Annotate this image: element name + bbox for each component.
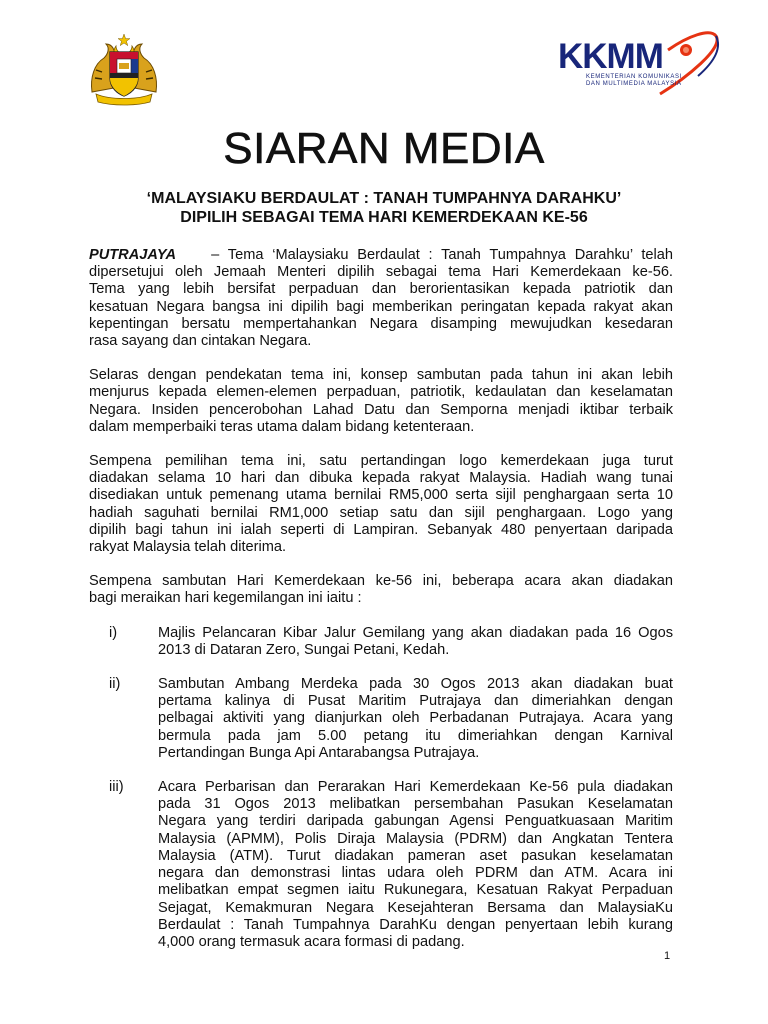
paragraph-intro — [89, 247, 673, 350]
paragraph-line: Berdaulat : Tanah Tumpahnya DarahKu dengan penyertaan lebih kurang — [158, 916, 673, 933]
paragraph-concept — [89, 367, 673, 436]
paragraph-logo-contest — [89, 453, 673, 556]
paragraph-line: hadiah saguhati bernilai RM1,000 setiap satu dan sijil penghargaan. Logo yang — [89, 504, 673, 521]
paragraph-line: melibatkan empat segmen iaitu Rukunegara, Kesatuan Rakyat Perpaduan — [158, 882, 673, 899]
paragraph-line: bermula pada jam 5.00 petang itu dimeriahkan dengan Karnival — [158, 727, 673, 744]
kkmm-logo — [548, 28, 728, 104]
dateline-place: PUTRAJAYA — [89, 247, 177, 263]
list-item-number: i) — [109, 624, 118, 641]
paragraph-events-intro — [89, 573, 673, 607]
paragraph-line: kesatuan Negara bangsa ini dipilih bagi memberikan peringatan kepada rakyat akan — [89, 298, 673, 315]
paragraph-line: Malaysia (APMM), Polis Diraja Malaysia (PDRM) dan Angkatan Tentera — [158, 830, 673, 847]
paragraph-line: kepentingan bersatu mempertahankan Negara disamping mewujudkan kesedaran — [89, 315, 673, 332]
paragraph-line: dalam memperbaiki teras utama dalam bidang ketenteraan. — [89, 418, 475, 435]
paragraph-line: pertama kalinya di Pusat Maritim Putrajaya dan dimeriahkan dengan — [158, 693, 673, 710]
list-item-number: ii) — [109, 676, 121, 693]
paragraph-line — [89, 247, 673, 264]
paragraph-line: Sambutan Ambang Merdeka pada 30 Ogos 2013 akan diadakan buat — [158, 676, 673, 693]
page-number: 1 — [664, 950, 671, 962]
kkmm-subtitle-line1: KEMENTERIAN KOMUNIKASI — [586, 74, 682, 80]
kkmm-wordmark: KKMM — [558, 37, 663, 76]
list-item — [89, 779, 673, 951]
body-text — [89, 247, 673, 968]
list-item — [89, 676, 673, 762]
paragraph-line: Pertandingan Bunga Api Antarabangsa Putrajaya. — [158, 744, 480, 761]
paragraph-line: Tema yang lebih bersifat perpaduan dan berorientasikan kepada patriotik dan — [89, 281, 673, 298]
paragraph-line: negara dan demonstrasi lintas udara oleh PDRM dan ATM. Acara ini — [158, 865, 673, 882]
paragraph-line: Sempena sambutan Hari Kemerdekaan ke-56 ini, beberapa acara akan diadakan — [89, 573, 673, 590]
events-list — [89, 625, 673, 951]
paragraph-line: Sempena pemilihan tema ini, satu pertandingan logo kemerdekaan juga turut — [89, 453, 673, 470]
paragraph-line: pelbagai aktiviti yang dianjurkan oleh Perbadanan Putrajaya. Acara yang — [158, 710, 673, 727]
paragraph-line: Negara. Insiden pencerobohan Lahad Datu dan Semporna menjadi iktibar terbaik — [89, 401, 673, 418]
paragraph-line: Acara Perbarisan dan Perarakan Hari Kemerdekaan Ke-56 pula diadakan — [158, 779, 673, 796]
page-title: SIARAN MEDIA — [223, 124, 545, 173]
paragraph-line: Negara yang terdiri daripada gabungan Agensi Penguatkuasaan Maritim — [158, 813, 673, 830]
list-item-number: iii) — [109, 779, 124, 796]
headline-line2: DIPILIH SEBAGAI TEMA HARI KEMERDEKAAN KE-56 — [180, 209, 588, 226]
paragraph-line: bagi meraikan hari kegemilangan ini iaitu : — [89, 590, 362, 607]
coat-of-arms-logo — [86, 30, 162, 106]
headline-line1: ‘MALAYSIAKU BERDAULAT : TANAH TUMPAHNYA DARAHKU’ — [146, 190, 622, 207]
paragraph-line: 4,000 orang termasuk acara formasi di padang. — [158, 933, 465, 950]
kkmm-subtitle — [586, 74, 682, 88]
paragraph-line: Malaysia (ATM). Turut diadakan pameran aset pasukan keselamatan — [158, 847, 673, 864]
paragraph-line: pada 31 Ogos 2013 melibatkan persembahan Pasukan Keselamatan — [158, 796, 673, 813]
paragraph-line: disediakan untuk pemenang utama bernilai RM5,000 serta sijil penghargaan serta 10 — [89, 487, 673, 504]
paragraph-line: 2013 di Dataran Zero, Sungai Petani, Kedah. — [158, 641, 450, 658]
headline — [80, 189, 688, 227]
paragraph-line: Sejagat, Kemakmuran Negara Kesejahteran Bersama dan MalaysiaKu — [158, 899, 673, 916]
paragraph-line: rasa sayang dan cintakan Negara. — [89, 333, 312, 350]
paragraph-line: diadakan selama 10 hari dan dibuka kepada rakyat Malaysia. Hadiah wang tunai — [89, 470, 673, 487]
kkmm-subtitle-line2: DAN MULTIMEDIA MALAYSIA — [586, 81, 682, 87]
paragraph-line: Majlis Pelancaran Kibar Jalur Gemilang yang akan diadakan pada 16 Ogos — [158, 624, 673, 641]
paragraph-line: dipersetujui oleh Jemaah Menteri dipilih sebagai tema Hari Kemerdekaan ke-56. — [89, 264, 673, 281]
paragraph-line: rakyat Malaysia telah diterima. — [89, 539, 287, 556]
list-item — [89, 625, 673, 659]
paragraph-line: menjurus kepada elemen-elemen perpaduan, patriotik, kedaulatan dan keselamatan — [89, 384, 673, 401]
paragraph-line: Selaras dengan pendekatan tema ini, konsep sambutan pada tahun ini akan lebih — [89, 367, 673, 384]
paragraph-line: dipilih bagi tahun ini ialah seperti di Lampiran. Sebanyak 480 penyertaan daripada — [89, 521, 673, 538]
paragraph-line-text: – Tema ‘Malaysiaku Berdaulat : Tanah Tumpahnya Darahku’ telah — [211, 247, 674, 263]
